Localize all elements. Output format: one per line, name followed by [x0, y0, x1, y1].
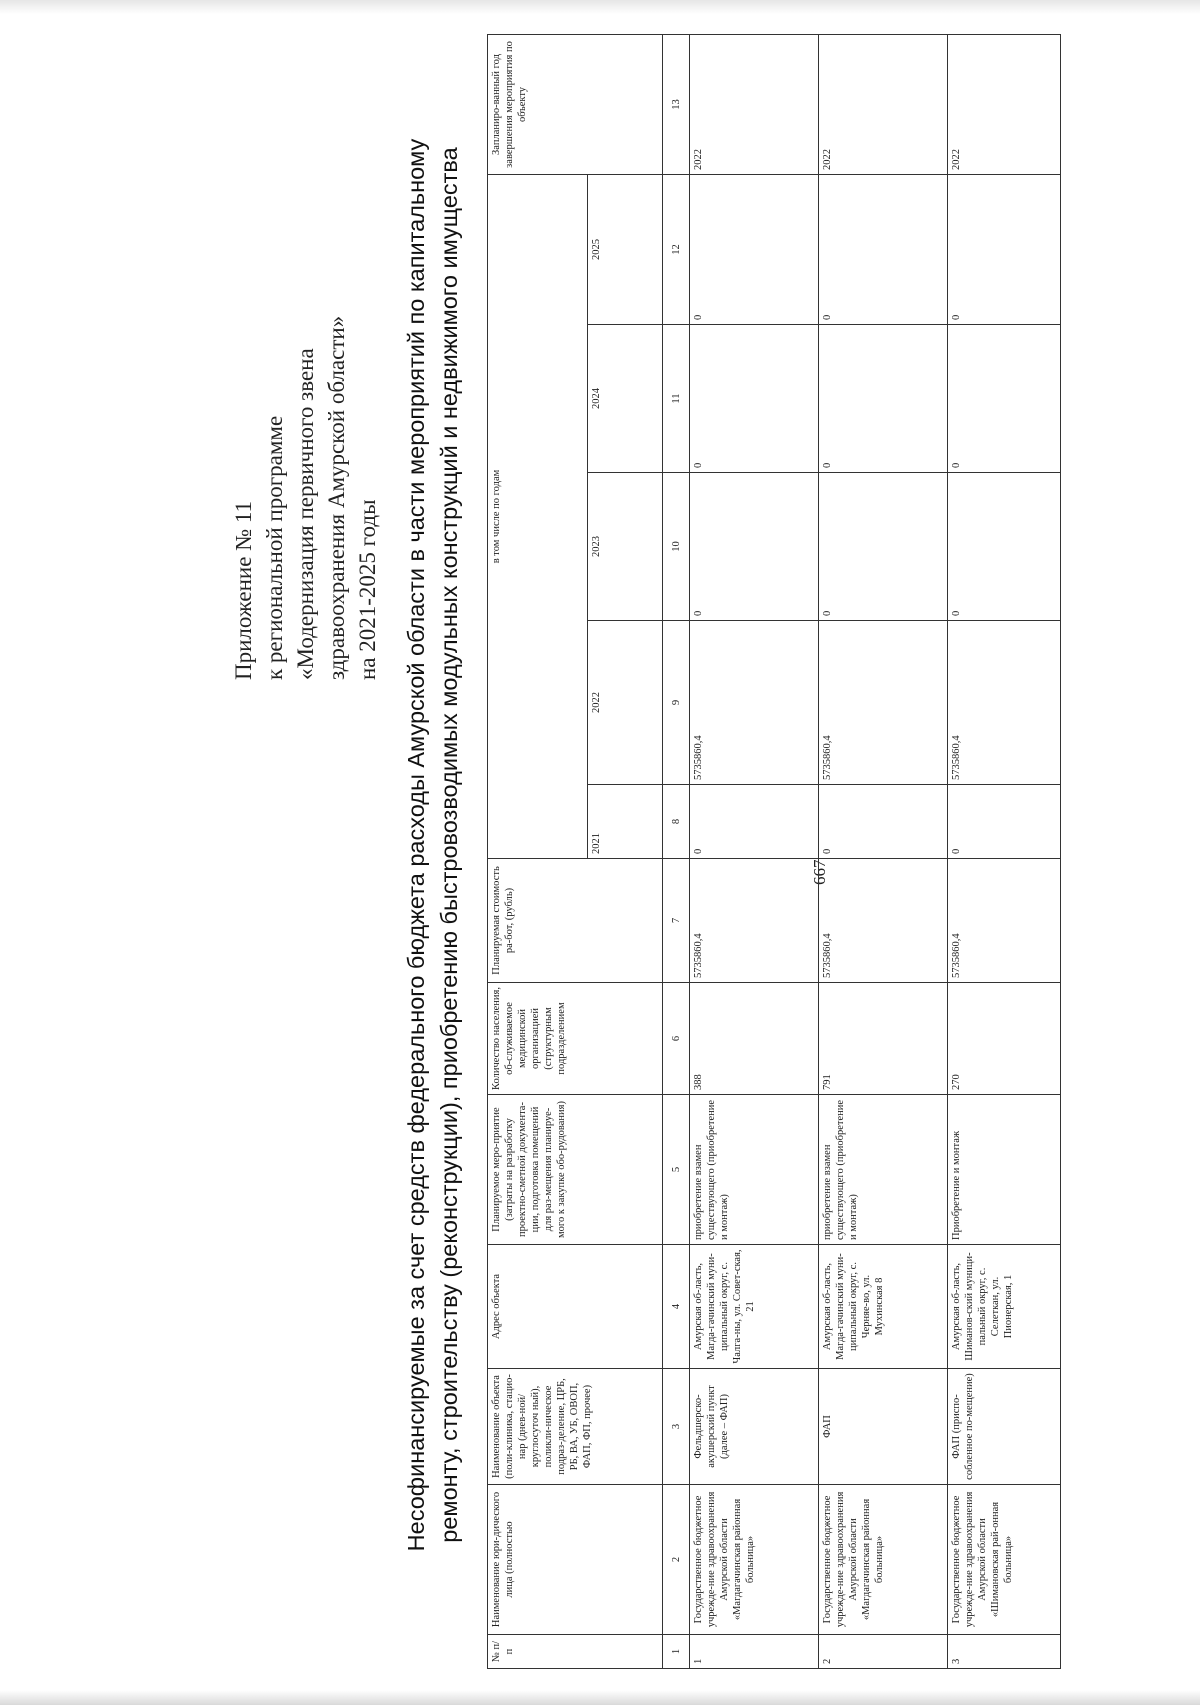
cell-object-name: ФАП (приспо-собленное по-мещение) — [948, 1369, 1061, 1485]
cell-measure: приобретение взамен существующего (приобретение и монтаж) — [690, 1095, 819, 1245]
header-object-name: Наименование объекта (поли-клиника, стацио-нар (днев-ной/круглосуточ ный), поликли-ническое подраз-деление, ЦРБ, РБ, ВА, УБ, ОВОП, ФАП, ФП, прочее) — [488, 1369, 663, 1485]
cell-num: 1 — [690, 1635, 819, 1669]
cell-2022: 5735860,4 — [819, 621, 948, 785]
cell-address: Амурская об-ласть, Магда-гачинский муни-ципальный округ, с. Чалга-ны, ул. Совет-ская, 21 — [690, 1245, 819, 1369]
header-completion-year: Запланиро-ванный год завершения мероприятия по объекту — [488, 35, 663, 175]
cell-2021: 0 — [819, 785, 948, 859]
header-year-2021: 2021 — [588, 785, 663, 859]
cell-2023: 0 — [690, 473, 819, 621]
cell-population: 270 — [948, 983, 1061, 1095]
header-cost: Планируемая стоимость ра-бот, (рубль) — [488, 859, 663, 983]
column-number-row — [663, 35, 690, 1669]
column-number: 3 — [663, 1369, 690, 1485]
cell-2022: 5735860,4 — [948, 621, 1061, 785]
header-year-2024: 2024 — [588, 325, 663, 473]
cell-cost: 5735860,4 — [690, 859, 819, 983]
cell-2022: 5735860,4 — [690, 621, 819, 785]
cell-legal-entity: Государственное бюджетное учрежде-ние здравоохранения Амурской области «Магдагачинская районная больница» — [690, 1485, 819, 1635]
header-year-2022: 2022 — [588, 621, 663, 785]
appendix-line-4: здравоохранения Амурской области» — [324, 315, 349, 680]
column-number: 11 — [663, 325, 690, 473]
cell-legal-entity: Государственное бюджетное учрежде-ние здравоохранения Амурской области «Магдагачинская районная больница» — [819, 1485, 948, 1635]
table-row — [819, 35, 948, 1669]
cell-legal-entity: Государственное бюджетное учрежде-ние здравоохранения Амурской области «Шимановская рай-онная больница» — [948, 1485, 1061, 1635]
cell-object-name: ФАП — [819, 1369, 948, 1485]
header-by-years: в том числе по годам — [488, 175, 588, 859]
appendix-line-2: к региональной программе — [262, 415, 287, 680]
document-title-line-1: Несофинансируемые за счет средств федерального бюджета расходы Амурской области в части мероприятий по капитальному — [403, 138, 429, 1552]
column-number: 12 — [663, 175, 690, 325]
column-number: 6 — [663, 983, 690, 1095]
cell-completion-year: 2022 — [690, 35, 819, 175]
cell-2024: 0 — [819, 325, 948, 473]
appendix-line-1: Приложение № 11 — [231, 500, 256, 680]
column-number: 13 — [663, 35, 690, 175]
header-population: Количество населения, об-служиваемое медицинской организацией (структурным подразделением — [488, 983, 663, 1095]
cell-num: 2 — [819, 1635, 948, 1669]
appendix-line-5: на 2021-2025 годы — [355, 499, 380, 680]
appendix-header — [228, 316, 383, 680]
cell-address: Амурская об-ласть, Магда-гачинский муни-ципальный округ, с. Черняе-во, ул. Мухинская 8 — [819, 1245, 948, 1369]
cell-object-name: Фельдшерско-акушерский пункт (далее – ФАП) — [690, 1369, 819, 1485]
header-year-2025: 2025 — [588, 175, 663, 325]
cell-2023: 0 — [819, 473, 948, 621]
column-number: 2 — [663, 1485, 690, 1635]
expenses-table-container — [487, 35, 1061, 1669]
cell-cost: 5735860,4 — [948, 859, 1061, 983]
cell-completion-year: 2022 — [819, 35, 948, 175]
cell-measure: приобретение взамен существующего (приобретение и монтаж) — [819, 1095, 948, 1245]
column-number: 7 — [663, 859, 690, 983]
column-number: 8 — [663, 785, 690, 859]
column-number: 4 — [663, 1245, 690, 1369]
column-number: 1 — [663, 1635, 690, 1669]
cell-2021: 0 — [948, 785, 1061, 859]
cell-2024: 0 — [948, 325, 1061, 473]
header-num: № п/п — [488, 1635, 663, 1669]
cell-2025: 0 — [690, 175, 819, 325]
cell-2025: 0 — [948, 175, 1061, 325]
column-number: 5 — [663, 1095, 690, 1245]
cell-cost: 5735860,4 — [819, 859, 948, 983]
document-title-line-2: ремонту, строительству (реконструкции), приобретению быстровозводимых модульных конструкций и недвижимого имущества — [436, 147, 462, 1543]
table-row — [690, 35, 819, 1669]
cell-num: 3 — [948, 1635, 1061, 1669]
expenses-table — [487, 34, 1061, 1669]
cell-2024: 0 — [690, 325, 819, 473]
page-number: 667 — [810, 859, 829, 885]
appendix-line-3: «Модернизация первичного звена — [293, 348, 318, 680]
table-header-row — [488, 35, 588, 1669]
table-row — [948, 35, 1061, 1669]
cell-address: Амурская об-ласть, Шиманов-ский муници-пальный округ, с. Селеткан, ул. Пионерская, 1 — [948, 1245, 1061, 1369]
header-address: Адрес объекта — [488, 1245, 663, 1369]
document-title — [400, 25, 466, 1665]
cell-population: 388 — [690, 983, 819, 1095]
cell-2025: 0 — [819, 175, 948, 325]
cell-2023: 0 — [948, 473, 1061, 621]
cell-2021: 0 — [690, 785, 819, 859]
cell-measure: Приобретение и монтаж — [948, 1095, 1061, 1245]
cell-completion-year: 2022 — [948, 35, 1061, 175]
column-number: 9 — [663, 621, 690, 785]
header-legal-entity: Наименование юри-дического лица (полностью — [488, 1485, 663, 1635]
cell-population: 791 — [819, 983, 948, 1095]
column-number: 10 — [663, 473, 690, 621]
header-year-2023: 2023 — [588, 473, 663, 621]
header-measure: Планируемое меро-приятие (затраты на разработку проектно-сметной документа-ции, подготовка помещений для раз-мещения планируе-мого к закупке обо-рудования) — [488, 1095, 663, 1245]
